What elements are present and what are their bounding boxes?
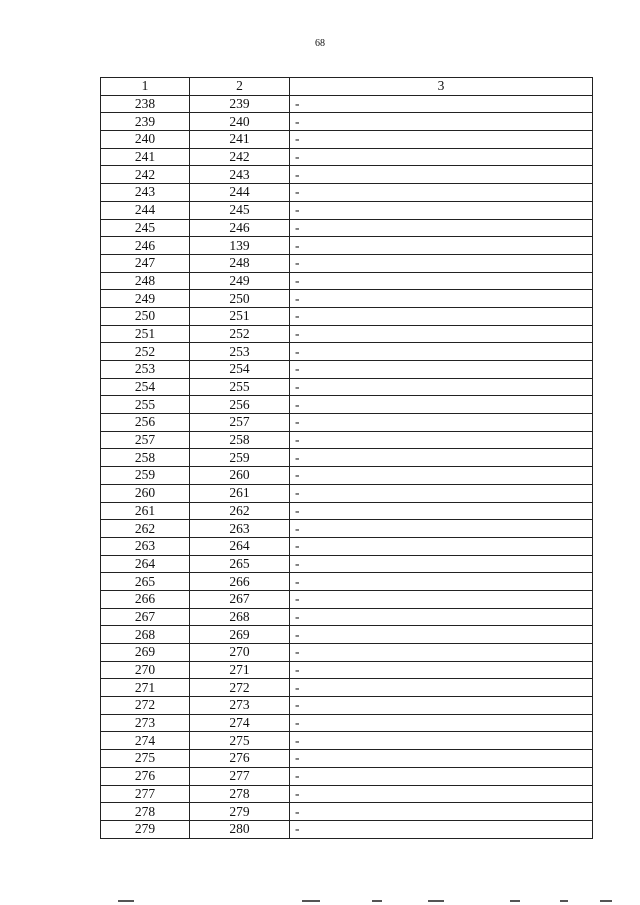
table-cell-col-2: 258 <box>190 431 290 449</box>
table-cell-col-1: 272 <box>101 697 190 715</box>
table-cell-col-2: 250 <box>190 290 290 308</box>
table-cell-col-1: 243 <box>101 184 190 202</box>
table-cell-col-2: 270 <box>190 644 290 662</box>
table-cell-col-1: 253 <box>101 361 190 379</box>
table-row <box>101 484 593 502</box>
table-row <box>101 697 593 715</box>
table-cell-col-2: 261 <box>190 484 290 502</box>
table-body <box>101 95 593 838</box>
table-cell-col-2: 257 <box>190 414 290 432</box>
table-cell-col-2: 244 <box>190 184 290 202</box>
table-cell-col-1: 265 <box>101 573 190 591</box>
table-cell-col-3: - <box>290 431 593 449</box>
table-row <box>101 502 593 520</box>
table-cell-col-3: - <box>290 803 593 821</box>
table-cell-col-1: 259 <box>101 467 190 485</box>
table-cell-col-3: - <box>290 750 593 768</box>
table-cell-col-2: 248 <box>190 254 290 272</box>
table-cell-col-2: 256 <box>190 396 290 414</box>
table-cell-col-3: - <box>290 184 593 202</box>
table-cell-col-3: - <box>290 590 593 608</box>
table-row <box>101 414 593 432</box>
table-cell-col-2: 263 <box>190 520 290 538</box>
table-cell-col-3: - <box>290 467 593 485</box>
table-cell-col-2: 269 <box>190 626 290 644</box>
table-cell-col-1: 252 <box>101 343 190 361</box>
table-cell-col-1: 239 <box>101 113 190 131</box>
table-cell-col-1: 244 <box>101 201 190 219</box>
table-cell-col-3: - <box>290 679 593 697</box>
table-cell-col-3: - <box>290 555 593 573</box>
table-cell-col-3: - <box>290 414 593 432</box>
table-cell-col-2: 264 <box>190 537 290 555</box>
table-cell-col-2: 255 <box>190 378 290 396</box>
table-cell-col-2: 253 <box>190 343 290 361</box>
table-row <box>101 272 593 290</box>
table-cell-col-1: 257 <box>101 431 190 449</box>
table-cell-col-3: - <box>290 626 593 644</box>
table-cell-col-3: - <box>290 272 593 290</box>
table-cell-col-2: 266 <box>190 573 290 591</box>
column-header-2: 2 <box>190 78 290 96</box>
table-cell-col-2: 260 <box>190 467 290 485</box>
table-cell-col-1: 263 <box>101 537 190 555</box>
table-cell-col-1: 274 <box>101 732 190 750</box>
table-cell-col-3: - <box>290 343 593 361</box>
table-row <box>101 785 593 803</box>
table-cell-col-2: 268 <box>190 608 290 626</box>
table-cell-col-1: 268 <box>101 626 190 644</box>
table-cell-col-1: 266 <box>101 590 190 608</box>
table-row <box>101 750 593 768</box>
table-cell-col-2: 243 <box>190 166 290 184</box>
table-row <box>101 290 593 308</box>
table-cell-col-3: - <box>290 219 593 237</box>
table-cell-col-2: 249 <box>190 272 290 290</box>
table-cell-col-2: 252 <box>190 325 290 343</box>
column-header-1: 1 <box>101 78 190 96</box>
table-cell-col-3: - <box>290 573 593 591</box>
table-row <box>101 590 593 608</box>
table-row <box>101 254 593 272</box>
table-cell-col-1: 269 <box>101 644 190 662</box>
table-row <box>101 467 593 485</box>
page-edge-marks <box>0 898 640 905</box>
table-cell-col-3: - <box>290 131 593 149</box>
table-cell-col-3: - <box>290 95 593 113</box>
table-cell-col-3: - <box>290 537 593 555</box>
table-cell-col-1: 241 <box>101 148 190 166</box>
table-cell-col-1: 251 <box>101 325 190 343</box>
table-cell-col-3: - <box>290 148 593 166</box>
header-row <box>101 78 593 96</box>
table-cell-col-1: 242 <box>101 166 190 184</box>
table-cell-col-1: 276 <box>101 767 190 785</box>
table-row <box>101 148 593 166</box>
table-cell-col-1: 247 <box>101 254 190 272</box>
table-cell-col-1: 256 <box>101 414 190 432</box>
table-cell-col-2: 278 <box>190 785 290 803</box>
table-cell-col-1: 261 <box>101 502 190 520</box>
table-cell-col-3: - <box>290 325 593 343</box>
table-cell-col-1: 245 <box>101 219 190 237</box>
table-cell-col-3: - <box>290 290 593 308</box>
table-cell-col-3: - <box>290 201 593 219</box>
table-cell-col-3: - <box>290 767 593 785</box>
table-cell-col-1: 270 <box>101 661 190 679</box>
table-row <box>101 537 593 555</box>
table-row <box>101 201 593 219</box>
table-cell-col-3: - <box>290 378 593 396</box>
table-row <box>101 679 593 697</box>
table-row <box>101 520 593 538</box>
table-row <box>101 820 593 838</box>
table-cell-col-2: 280 <box>190 820 290 838</box>
table-cell-col-2: 262 <box>190 502 290 520</box>
table-cell-col-3: - <box>290 166 593 184</box>
table-cell-col-3: - <box>290 396 593 414</box>
table-cell-col-2: 240 <box>190 113 290 131</box>
table-cell-col-3: - <box>290 113 593 131</box>
table-cell-col-1: 264 <box>101 555 190 573</box>
table-cell-col-3: - <box>290 608 593 626</box>
table-cell-col-2: 272 <box>190 679 290 697</box>
table-row <box>101 396 593 414</box>
table-cell-col-3: - <box>290 502 593 520</box>
table-cell-col-3: - <box>290 714 593 732</box>
table-cell-col-2: 276 <box>190 750 290 768</box>
table-row <box>101 378 593 396</box>
table-cell-col-2: 265 <box>190 555 290 573</box>
table-cell-col-2: 254 <box>190 361 290 379</box>
table-cell-col-1: 250 <box>101 307 190 325</box>
page-number: 68 <box>315 38 325 49</box>
table-cell-col-3: - <box>290 820 593 838</box>
table-row <box>101 166 593 184</box>
table-row <box>101 608 593 626</box>
column-header-3: 3 <box>290 78 593 96</box>
table-cell-col-2: 277 <box>190 767 290 785</box>
table-cell-col-1: 277 <box>101 785 190 803</box>
table-row <box>101 661 593 679</box>
table-cell-col-1: 240 <box>101 131 190 149</box>
table-row <box>101 219 593 237</box>
table-row <box>101 767 593 785</box>
table-cell-col-2: 279 <box>190 803 290 821</box>
table-cell-col-3: - <box>290 484 593 502</box>
table-cell-col-3: - <box>290 697 593 715</box>
table-cell-col-2: 267 <box>190 590 290 608</box>
table-cell-col-3: - <box>290 520 593 538</box>
table-cell-col-1: 279 <box>101 820 190 838</box>
table-cell-col-2: 239 <box>190 95 290 113</box>
table-row <box>101 431 593 449</box>
table-cell-col-2: 245 <box>190 201 290 219</box>
table-cell-col-3: - <box>290 732 593 750</box>
table-cell-col-1: 249 <box>101 290 190 308</box>
table-cell-col-3: - <box>290 661 593 679</box>
table-cell-col-1: 254 <box>101 378 190 396</box>
table-cell-col-1: 267 <box>101 608 190 626</box>
table-cell-col-2: 273 <box>190 697 290 715</box>
table-cell-col-2: 139 <box>190 237 290 255</box>
table-row <box>101 343 593 361</box>
table-row <box>101 131 593 149</box>
table-row <box>101 644 593 662</box>
table-row <box>101 184 593 202</box>
table-row <box>101 113 593 131</box>
table-cell-col-3: - <box>290 254 593 272</box>
table-row <box>101 449 593 467</box>
table-row <box>101 714 593 732</box>
table-cell-col-2: 271 <box>190 661 290 679</box>
table-cell-col-1: 248 <box>101 272 190 290</box>
table-row <box>101 732 593 750</box>
table-cell-col-1: 273 <box>101 714 190 732</box>
table-cell-col-1: 262 <box>101 520 190 538</box>
table-cell-col-2: 241 <box>190 131 290 149</box>
table-row <box>101 626 593 644</box>
table-cell-col-2: 275 <box>190 732 290 750</box>
table-cell-col-3: - <box>290 644 593 662</box>
table-cell-col-1: 275 <box>101 750 190 768</box>
table-row <box>101 95 593 113</box>
table-cell-col-3: - <box>290 361 593 379</box>
table-cell-col-2: 259 <box>190 449 290 467</box>
table-row <box>101 361 593 379</box>
table-cell-col-1: 258 <box>101 449 190 467</box>
table-cell-col-2: 246 <box>190 219 290 237</box>
table-cell-col-3: - <box>290 237 593 255</box>
table-cell-col-3: - <box>290 449 593 467</box>
table-cell-col-3: - <box>290 785 593 803</box>
table-row <box>101 573 593 591</box>
table-row <box>101 555 593 573</box>
table-cell-col-3: - <box>290 307 593 325</box>
table-cell-col-2: 274 <box>190 714 290 732</box>
table-cell-col-1: 271 <box>101 679 190 697</box>
table-cell-col-1: 246 <box>101 237 190 255</box>
data-table <box>100 77 593 839</box>
table-cell-col-1: 255 <box>101 396 190 414</box>
table-cell-col-1: 260 <box>101 484 190 502</box>
table-cell-col-1: 238 <box>101 95 190 113</box>
table-cell-col-1: 278 <box>101 803 190 821</box>
table-row <box>101 325 593 343</box>
table-header <box>101 78 593 96</box>
table-row <box>101 307 593 325</box>
table-row <box>101 803 593 821</box>
table-cell-col-2: 242 <box>190 148 290 166</box>
table-cell-col-2: 251 <box>190 307 290 325</box>
table-row <box>101 237 593 255</box>
